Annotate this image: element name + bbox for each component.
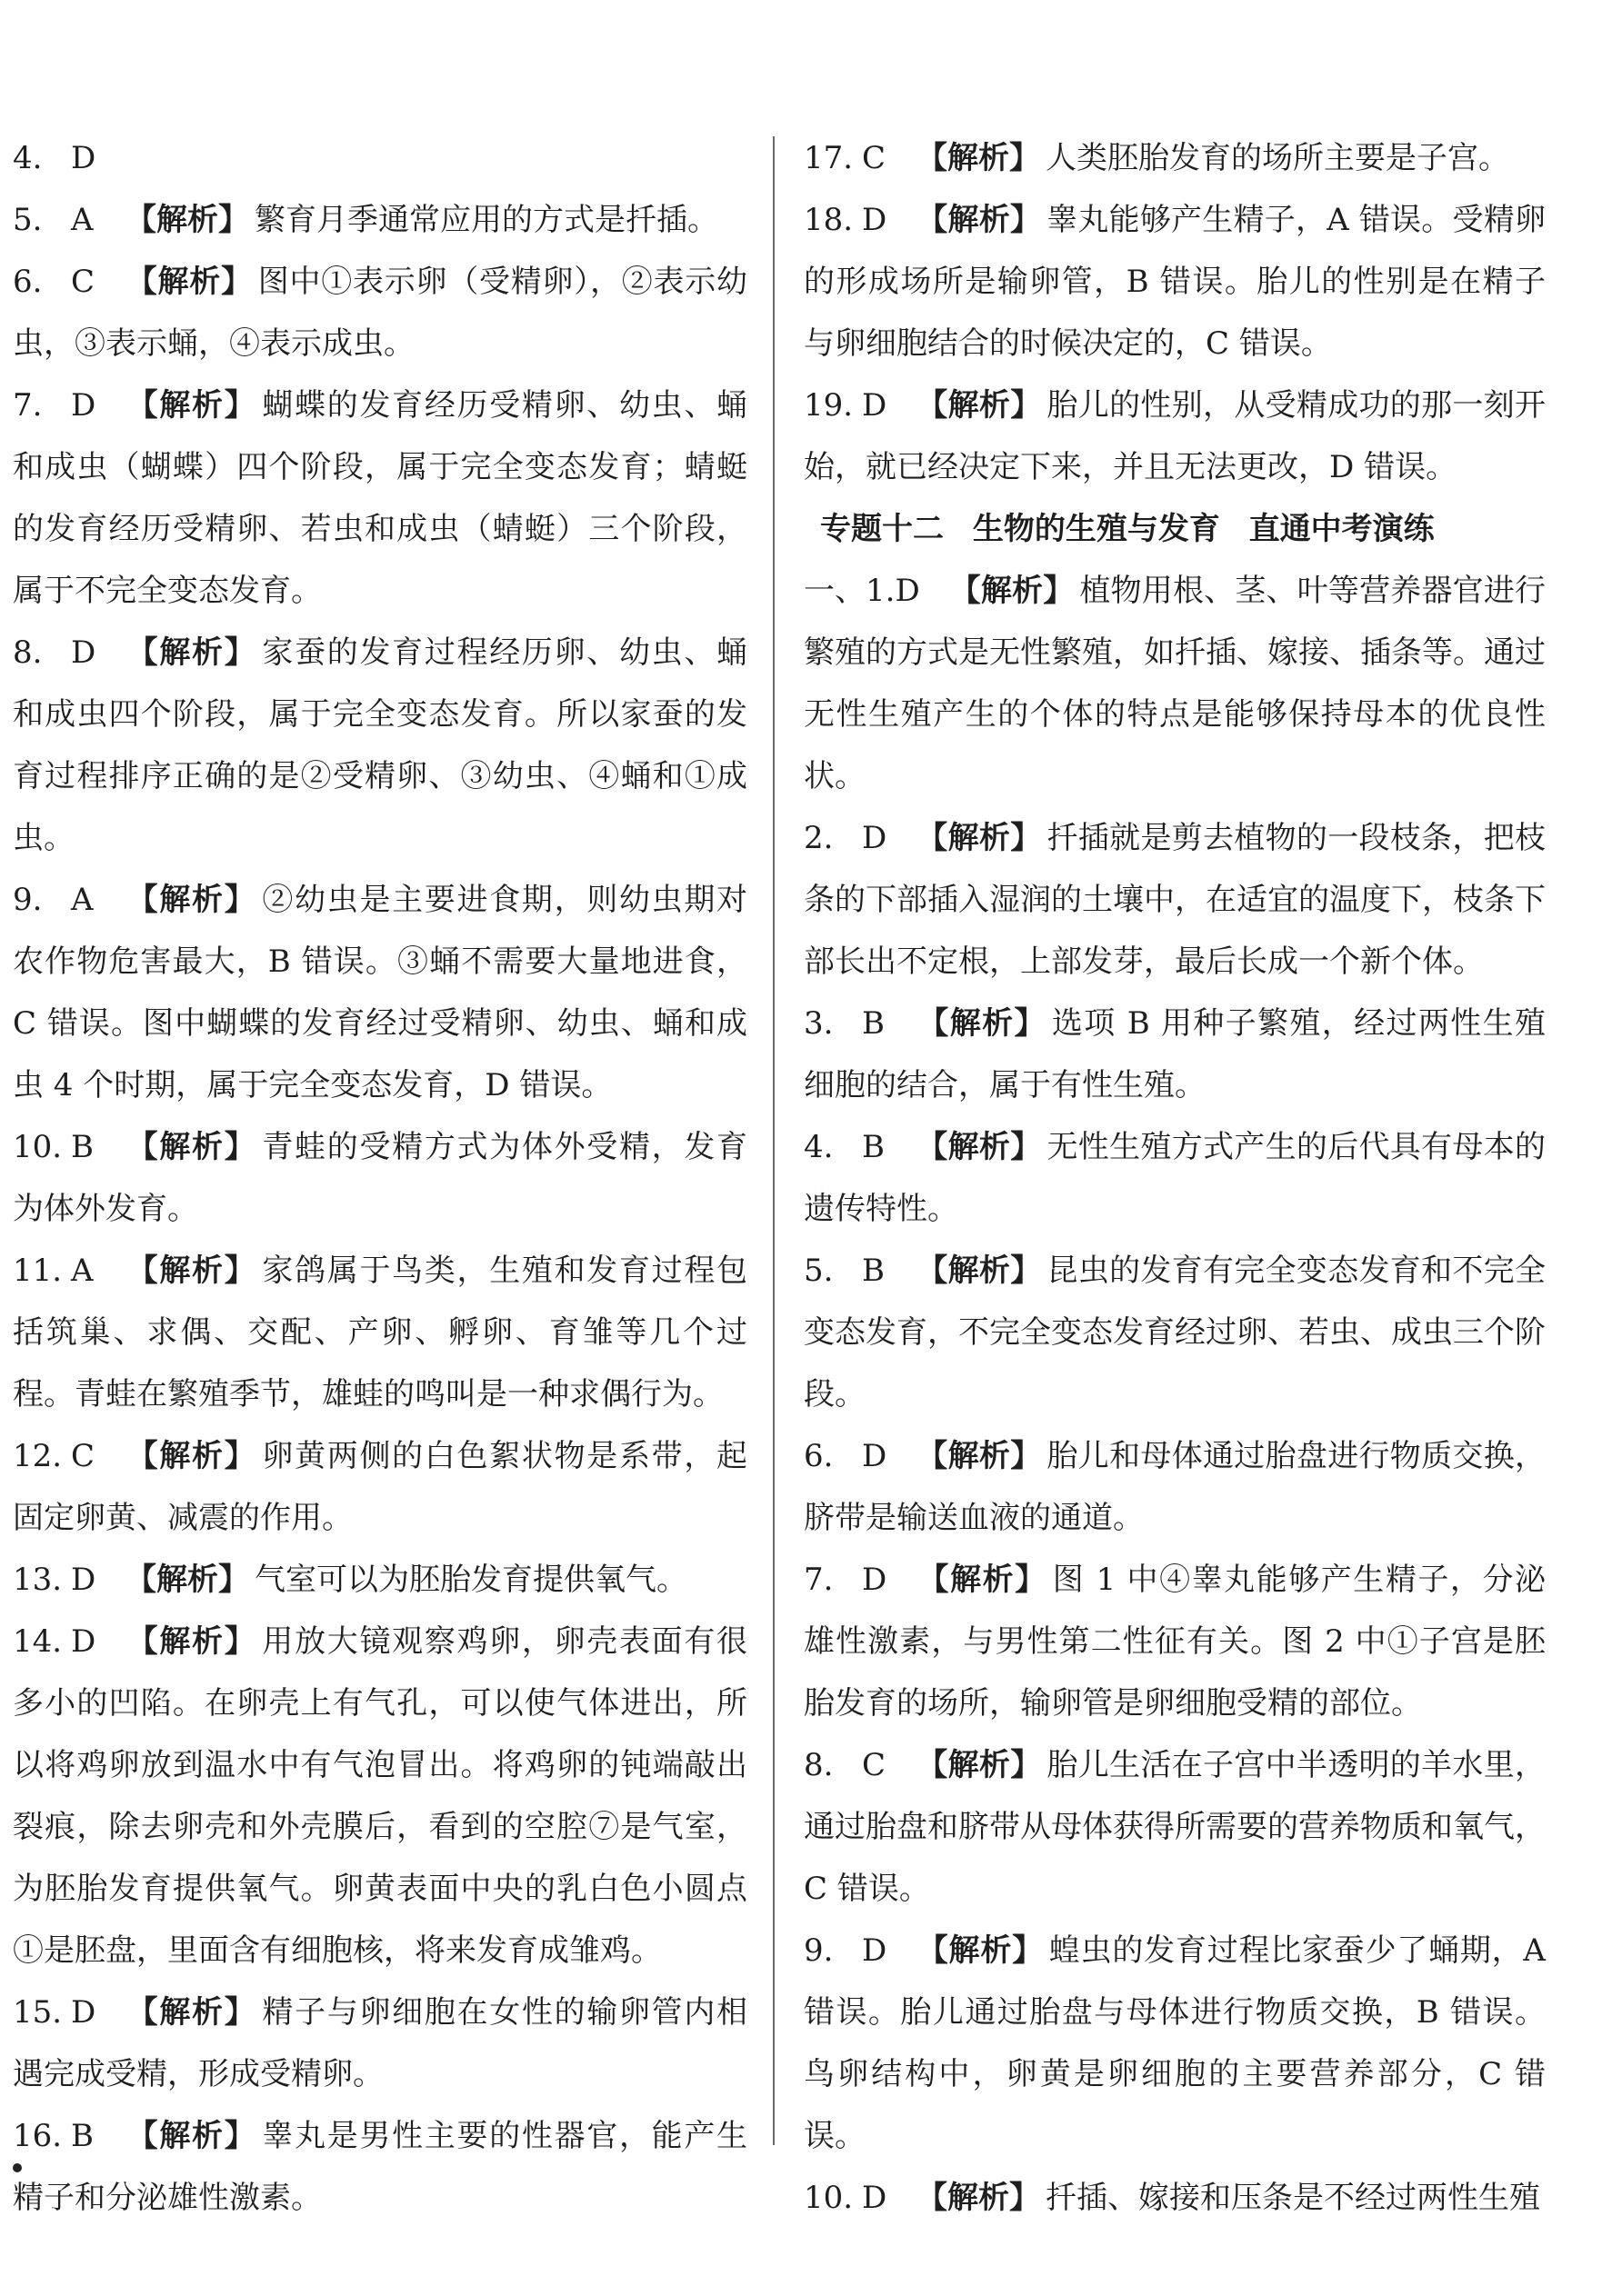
item-number: 一、1. xyxy=(804,573,896,609)
analysis-text: 人类胚胎发育的场所主要是子宫。 xyxy=(1046,140,1509,176)
page-dot-mark xyxy=(13,2163,22,2172)
item-number: 4. xyxy=(13,140,43,176)
right-column-bottom xyxy=(804,560,1546,2229)
analysis-text: 睾丸是男性主要的性器官，能产生精子和分泌雄性激素。 xyxy=(13,2118,747,2216)
analysis-tag: 【解析】 xyxy=(916,1129,1042,1165)
item-answer: B xyxy=(862,1129,885,1165)
answer-item xyxy=(804,807,1546,993)
item-number: 6. xyxy=(804,1438,834,1474)
analysis-text: 蝴蝶的发育经历受精卵、幼虫、蛹和成虫（蝴蝶）四个阶段，属于完全变态发育；蜻蜓的发育经历受精卵、若虫和成虫（蜻蜓）三个阶段，属于不完全变态发育。 xyxy=(13,387,747,609)
item-number: 3. xyxy=(804,1005,834,1042)
item-number: 8. xyxy=(13,634,43,671)
analysis-text: 胎儿的性别，从受精成功的那一刻开始，就已经决定下来，并且无法更改，D 错误。 xyxy=(804,387,1546,485)
answer-item xyxy=(13,2105,747,2229)
analysis-text: 青蛙的受精方式为体外受精，发育为体外发育。 xyxy=(13,1129,747,1227)
answer-item xyxy=(804,993,1546,1116)
item-answer: D xyxy=(71,634,96,671)
answer-item xyxy=(804,2167,1546,2229)
item-number: 5. xyxy=(13,202,43,238)
item-number: 18. xyxy=(804,202,854,238)
item-number: 10. xyxy=(804,2180,854,2216)
analysis-text: 昆虫的发育有完全变态发育和不完全变态发育，不完全变态发育经过卵、若虫、成虫三个阶段。 xyxy=(804,1253,1546,1413)
analysis-text: 扦插就是剪去植物的一段枝条，把枝条的下部插入湿润的土壤中，在适宜的温度下，枝条下部长出不定根，上部发芽，最后长成一个新个体。 xyxy=(804,820,1546,980)
item-number: 4. xyxy=(804,1129,834,1165)
analysis-text: 繁育月季通常应用的方式是扦插。 xyxy=(255,202,718,238)
analysis-tag: 【解析】 xyxy=(916,1747,1042,1783)
analysis-tag: 【解析】 xyxy=(125,1129,257,1165)
item-answer: B xyxy=(71,1129,94,1165)
item-number: 5. xyxy=(804,1253,834,1289)
analysis-text: 睾丸能够产生精子，A 错误。受精卵的形成场所是输卵管，B 错误。胎儿的性别是在精子与卵细胞结合的时候决定的，C 错误。 xyxy=(804,202,1546,362)
answer-item xyxy=(13,189,747,251)
answer-item xyxy=(13,1549,747,1611)
analysis-tag: 【解析】 xyxy=(125,202,249,238)
item-answer: B xyxy=(862,1253,885,1289)
analysis-text: 无性生殖方式产生的后代具有母本的遗传特性。 xyxy=(804,1129,1546,1227)
analysis-text: 胎儿和母体通过胎盘进行物质交换，脐带是输送血液的通道。 xyxy=(804,1438,1546,1536)
answer-item xyxy=(804,560,1546,807)
answer-item xyxy=(804,127,1546,189)
analysis-tag: 【解析】 xyxy=(916,820,1042,856)
item-answer: C xyxy=(862,140,886,176)
analysis-tag: 【解析】 xyxy=(125,2118,257,2154)
item-number: 12. xyxy=(13,1438,63,1474)
analysis-tag: 【解析】 xyxy=(916,1932,1044,1969)
answer-item xyxy=(804,1425,1546,1549)
answer-item xyxy=(13,127,747,189)
analysis-tag: 【解析】 xyxy=(916,387,1042,424)
item-number: 7. xyxy=(13,387,43,424)
answer-item xyxy=(804,1549,1546,1734)
analysis-text: 扦插、嫁接和压条是不经过两性生殖 xyxy=(1046,2180,1540,2216)
item-number: 7. xyxy=(804,1562,834,1598)
analysis-tag: 【解析】 xyxy=(125,1438,257,1474)
analysis-tag: 【解析】 xyxy=(916,1438,1042,1474)
item-number: 15. xyxy=(13,1994,63,2031)
analysis-text: 蝗虫的发育过程比家蚕少了蛹期，A 错误。胎儿通过胎盘与母体进行物质交换，B 错误。鸟卵结构中，卵黄是卵细胞的主要营养部分，C 错误。 xyxy=(804,1932,1546,2154)
analysis-tag: 【解析】 xyxy=(125,1253,257,1289)
column-divider xyxy=(773,136,775,2145)
answer-item xyxy=(13,1611,747,1982)
item-answer: C xyxy=(71,264,95,300)
item-answer: C xyxy=(862,1747,886,1783)
item-answer: D xyxy=(895,573,920,609)
analysis-tag: 【解析】 xyxy=(125,387,257,424)
answer-item xyxy=(13,1116,747,1240)
analysis-text: 植物用根、茎、叶等营养器官进行繁殖的方式是无性繁殖，如扦插、嫁接、插条等。通过无性生殖产生的个体的特点是能够保持母本的优良性状。 xyxy=(804,573,1547,794)
analysis-tag: 【解析】 xyxy=(949,573,1075,609)
answer-item xyxy=(13,1982,747,2105)
item-number: 10. xyxy=(13,1129,63,1165)
answer-item xyxy=(13,251,747,374)
analysis-tag: 【解析】 xyxy=(125,264,253,300)
analysis-tag: 【解析】 xyxy=(125,1623,257,1660)
item-number: 9. xyxy=(13,882,43,918)
answer-item xyxy=(804,374,1546,498)
analysis-text: 胎儿生活在子宫中半透明的羊水里，通过胎盘和脐带从母体获得所需要的营养物质和氧气，C 错误。 xyxy=(804,1747,1546,1907)
item-answer: A xyxy=(71,882,94,918)
item-answer: D xyxy=(71,1994,96,2031)
item-answer: A xyxy=(71,1253,94,1289)
left-column xyxy=(13,127,747,2229)
item-answer: D xyxy=(862,1562,887,1598)
item-answer: D xyxy=(862,820,887,856)
item-answer: D xyxy=(862,387,887,424)
answer-item xyxy=(804,1240,1546,1425)
item-number: 11. xyxy=(13,1253,63,1289)
answer-item xyxy=(13,1240,747,1425)
item-number: 6. xyxy=(13,264,43,300)
analysis-tag: 【解析】 xyxy=(916,1005,1046,1042)
analysis-text: 图中①表示卵（受精卵），②表示幼虫，③表示蛹，④表示成虫。 xyxy=(13,264,747,362)
analysis-tag: 【解析】 xyxy=(125,882,257,918)
analysis-tag: 【解析】 xyxy=(916,140,1040,176)
analysis-text: 家鸽属于鸟类，生殖和发育过程包括筑巢、求偶、交配、产卵、孵卵、育雏等几个过程。青蛙在繁殖季节，雄蛙的鸣叫是一种求偶行为。 xyxy=(13,1253,747,1413)
right-column-top xyxy=(804,127,1546,498)
analysis-text: 气室可以为胚胎发育提供氧气。 xyxy=(255,1562,687,1598)
answer-item xyxy=(804,1116,1546,1240)
item-number: 8. xyxy=(804,1747,834,1783)
item-answer: C xyxy=(71,1438,95,1474)
analysis-tag: 【解析】 xyxy=(916,1253,1042,1289)
answer-item xyxy=(804,189,1546,374)
item-answer: D xyxy=(862,1438,887,1474)
item-number: 14. xyxy=(13,1623,63,1660)
analysis-text: 精子与卵细胞在女性的输卵管内相遇完成受精，形成受精卵。 xyxy=(13,1994,747,2092)
item-answer: D xyxy=(71,1623,96,1660)
answer-item xyxy=(804,1734,1546,1920)
item-number: 19. xyxy=(804,387,854,424)
section-title: 专题十二 生物的生殖与发育 直通中考演练 xyxy=(820,511,1435,547)
item-number: 2. xyxy=(804,820,834,856)
analysis-text: 图 1 中④睾丸能够产生精子，分泌雄性激素，与男性第二性征有关。图 2 中①子宫是胚胎发育的场所，输卵管是卵细胞受精的部位。 xyxy=(804,1562,1546,1722)
answer-item xyxy=(13,869,747,1116)
analysis-tag: 【解析】 xyxy=(125,1994,257,2031)
answer-item xyxy=(13,622,747,869)
analysis-text: 家蚕的发育过程经历卵、幼虫、蛹和成虫四个阶段，属于完全变态发育。所以家蚕的发育过程排序正确的是②受精卵、③幼虫、④蛹和①成虫。 xyxy=(13,634,747,856)
item-answer: D xyxy=(862,1932,887,1969)
analysis-text: ②幼虫是主要进食期，则幼虫期对农作物危害最大，B 错误。③蛹不需要大量地进食，C 错误。图中蝴蝶的发育经过受精卵、幼虫、蛹和成虫 4 个时期，属于完全变态发育，D 错误。 xyxy=(13,882,747,1103)
analysis-text: 选项 B 用种子繁殖，经过两性生殖细胞的结合，属于有性生殖。 xyxy=(804,1005,1547,1103)
answer-item xyxy=(13,374,747,622)
item-answer: D xyxy=(71,1562,96,1598)
item-number: 9. xyxy=(804,1932,834,1969)
analysis-tag: 【解析】 xyxy=(916,2180,1040,2216)
right-column xyxy=(804,127,1546,2229)
item-answer: D xyxy=(71,387,96,424)
item-answer: D xyxy=(862,2180,887,2216)
answer-item xyxy=(13,1425,747,1549)
item-answer: D xyxy=(71,140,96,176)
item-number: 17. xyxy=(804,140,854,176)
answer-item xyxy=(804,1920,1546,2167)
analysis-tag: 【解析】 xyxy=(125,634,257,671)
analysis-tag: 【解析】 xyxy=(125,1562,249,1598)
item-answer: B xyxy=(71,2118,94,2154)
analysis-tag: 【解析】 xyxy=(916,1562,1047,1598)
analysis-text: 用放大镜观察鸡卵，卵壳表面有很多小的凹陷。在卵壳上有气孔，可以使气体进出，所以将鸡卵放到温水中有气泡冒出。将鸡卵的钝端敲出裂痕，除去卵壳和外壳膜后，看到的空腔⑦是气室，为胚胎发育提供氧气。卵黄表面中央的乳白色小圆点①是胚盘，里面含有细胞核，将来发育成雏鸡。 xyxy=(13,1623,747,1969)
item-number: 13. xyxy=(13,1562,63,1598)
item-answer: B xyxy=(862,1005,885,1042)
item-answer: D xyxy=(862,202,887,238)
item-answer: A xyxy=(71,202,94,238)
analysis-tag: 【解析】 xyxy=(916,202,1042,238)
item-number: 16. xyxy=(13,2118,63,2154)
analysis-text: 卵黄两侧的白色絮状物是系带，起固定卵黄、减震的作用。 xyxy=(13,1438,747,1536)
